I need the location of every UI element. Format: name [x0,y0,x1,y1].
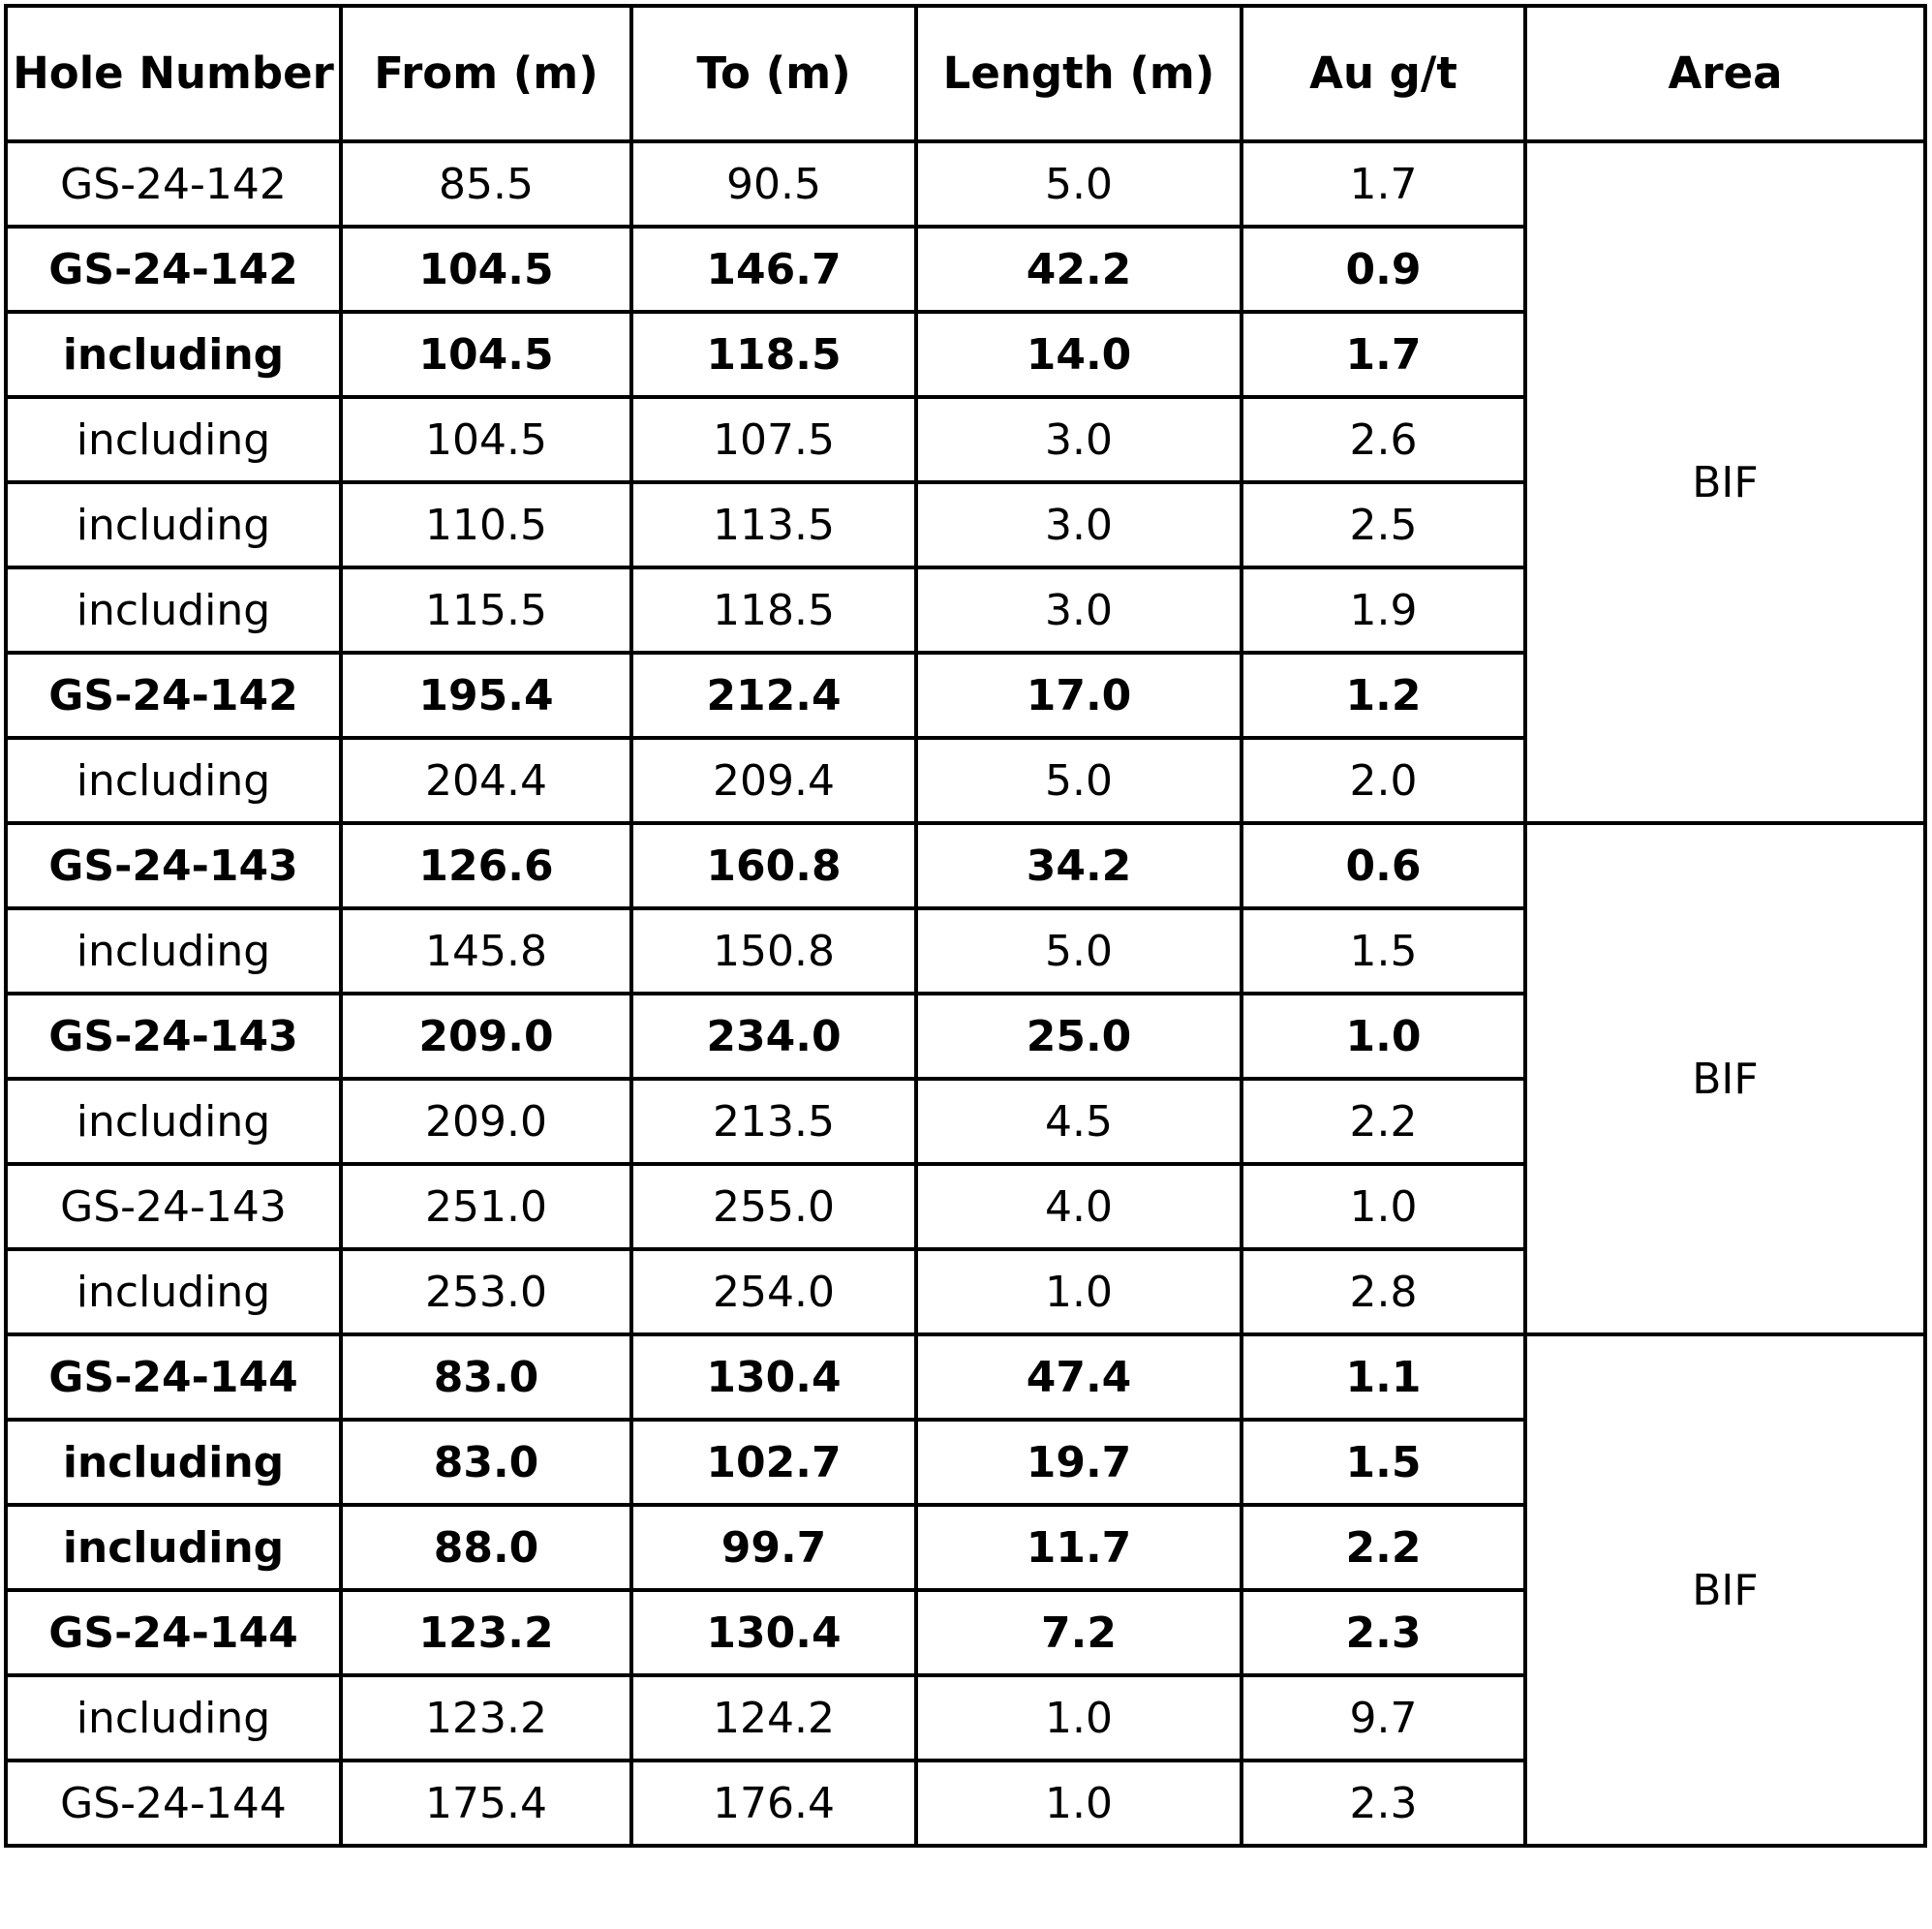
cell-au-grade: 1.5 [1242,1420,1525,1505]
cell-length: 3.0 [916,482,1242,567]
cell-hole-number: GS-24-143 [6,1164,341,1249]
cell-hole-number: GS-24-142 [6,141,341,227]
assay-results-table [4,4,1927,1848]
cell-to: 130.4 [631,1334,916,1420]
cell-from: 123.2 [341,1590,631,1675]
cell-length: 4.5 [916,1079,1242,1164]
cell-to: 176.4 [631,1761,916,1846]
cell-hole-number: GS-24-143 [6,994,341,1079]
cell-hole-number: including [6,1505,341,1590]
cell-from: 83.0 [341,1420,631,1505]
cell-length: 11.7 [916,1505,1242,1590]
cell-to: 160.8 [631,823,916,908]
cell-au-grade: 2.0 [1242,738,1525,823]
cell-hole-number: GS-24-144 [6,1334,341,1420]
cell-length: 7.2 [916,1590,1242,1675]
cell-length: 3.0 [916,397,1242,482]
cell-hole-number: including [6,397,341,482]
cell-hole-number: including [6,738,341,823]
cell-au-grade: 1.2 [1242,653,1525,738]
cell-to: 118.5 [631,312,916,397]
cell-from: 253.0 [341,1249,631,1334]
cell-to: 107.5 [631,397,916,482]
cell-hole-number: including [6,312,341,397]
cell-length: 4.0 [916,1164,1242,1249]
cell-au-grade: 1.7 [1242,312,1525,397]
cell-from: 88.0 [341,1505,631,1590]
cell-hole-number: including [6,1675,341,1761]
cell-from: 251.0 [341,1164,631,1249]
cell-from: 126.6 [341,823,631,908]
cell-length: 5.0 [916,908,1242,994]
cell-length: 3.0 [916,567,1242,653]
cell-au-grade: 2.8 [1242,1249,1525,1334]
cell-au-grade: 1.5 [1242,908,1525,994]
cell-from: 104.5 [341,227,631,312]
cell-au-grade: 1.0 [1242,994,1525,1079]
cell-hole-number: GS-24-142 [6,653,341,738]
cell-length: 47.4 [916,1334,1242,1420]
cell-length: 17.0 [916,653,1242,738]
cell-to: 234.0 [631,994,916,1079]
cell-au-grade: 1.0 [1242,1164,1525,1249]
cell-from: 175.4 [341,1761,631,1846]
cell-to: 118.5 [631,567,916,653]
cell-to: 212.4 [631,653,916,738]
cell-length: 1.0 [916,1675,1242,1761]
cell-length: 25.0 [916,994,1242,1079]
header-from: From (m) [341,6,631,141]
cell-length: 42.2 [916,227,1242,312]
cell-to: 90.5 [631,141,916,227]
cell-from: 204.4 [341,738,631,823]
cell-length: 1.0 [916,1761,1242,1846]
header-row [6,6,1925,141]
cell-to: 213.5 [631,1079,916,1164]
cell-from: 83.0 [341,1334,631,1420]
cell-to: 124.2 [631,1675,916,1761]
table-row [6,141,1925,227]
header-area: Area [1525,6,1925,141]
cell-from: 195.4 [341,653,631,738]
cell-from: 104.5 [341,397,631,482]
header-to: To (m) [631,6,916,141]
cell-to: 113.5 [631,482,916,567]
cell-from: 110.5 [341,482,631,567]
cell-to: 150.8 [631,908,916,994]
cell-hole-number: including [6,1079,341,1164]
header-length: Length (m) [916,6,1242,141]
cell-hole-number: GS-24-144 [6,1590,341,1675]
cell-from: 209.0 [341,994,631,1079]
cell-area: BIF [1525,141,1925,823]
cell-from: 115.5 [341,567,631,653]
assay-results-table-container [4,4,1927,1848]
cell-hole-number: GS-24-142 [6,227,341,312]
cell-from: 85.5 [341,141,631,227]
cell-au-grade: 2.5 [1242,482,1525,567]
cell-to: 255.0 [631,1164,916,1249]
cell-hole-number: including [6,482,341,567]
cell-length: 19.7 [916,1420,1242,1505]
cell-from: 145.8 [341,908,631,994]
cell-length: 5.0 [916,141,1242,227]
cell-au-grade: 9.7 [1242,1675,1525,1761]
cell-au-grade: 2.3 [1242,1590,1525,1675]
cell-length: 5.0 [916,738,1242,823]
cell-au-grade: 2.3 [1242,1761,1525,1846]
cell-hole-number: including [6,908,341,994]
header-au-grade: Au g/t [1242,6,1525,141]
table-row [6,823,1925,908]
cell-au-grade: 2.2 [1242,1505,1525,1590]
cell-au-grade: 0.6 [1242,823,1525,908]
cell-area: BIF [1525,823,1925,1334]
cell-area: BIF [1525,1334,1925,1846]
table-row [6,1334,1925,1420]
cell-length: 34.2 [916,823,1242,908]
cell-hole-number: GS-24-144 [6,1761,341,1846]
cell-hole-number: GS-24-143 [6,823,341,908]
cell-au-grade: 1.7 [1242,141,1525,227]
cell-to: 99.7 [631,1505,916,1590]
cell-au-grade: 2.2 [1242,1079,1525,1164]
cell-hole-number: including [6,1249,341,1334]
cell-length: 14.0 [916,312,1242,397]
cell-from: 104.5 [341,312,631,397]
cell-from: 123.2 [341,1675,631,1761]
cell-to: 146.7 [631,227,916,312]
cell-au-grade: 1.9 [1242,567,1525,653]
table-body [6,141,1925,1846]
header-hole-number: Hole Number [6,6,341,141]
cell-to: 209.4 [631,738,916,823]
cell-au-grade: 1.1 [1242,1334,1525,1420]
cell-au-grade: 2.6 [1242,397,1525,482]
cell-hole-number: including [6,567,341,653]
cell-from: 209.0 [341,1079,631,1164]
cell-au-grade: 0.9 [1242,227,1525,312]
cell-to: 130.4 [631,1590,916,1675]
cell-length: 1.0 [916,1249,1242,1334]
cell-to: 102.7 [631,1420,916,1505]
cell-hole-number: including [6,1420,341,1505]
cell-to: 254.0 [631,1249,916,1334]
